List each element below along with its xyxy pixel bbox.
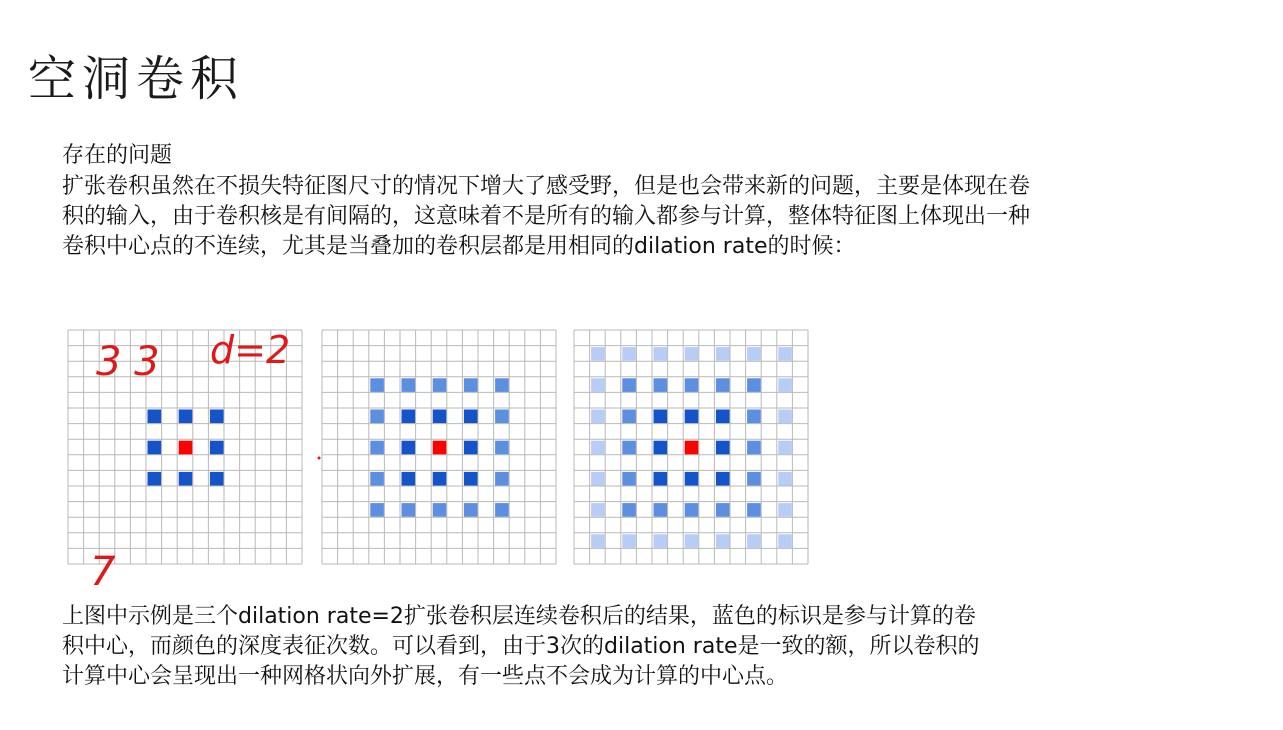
kernel-cell	[622, 441, 636, 455]
problem-line-1: 扩张卷积虽然在不损失特征图尺寸的情况下增大了感受野，但是也会带来新的问题，主要是体现在卷	[62, 174, 1031, 199]
kernel-cell	[778, 378, 792, 392]
kernel-cell	[464, 378, 478, 392]
kernel-cell	[591, 378, 605, 392]
kernel-cell	[591, 534, 605, 548]
kernel-cell	[685, 472, 699, 486]
kernel-cell	[747, 347, 761, 361]
kernel-cell	[622, 472, 636, 486]
kernel-cell	[654, 410, 668, 424]
kernel-cell	[778, 347, 792, 361]
problem-line-2: 积的输入，由于卷积核是有间隔的，这意味着不是所有的输入都参与计算，整体特征图上体现出一种	[62, 204, 1031, 229]
kernel-cell	[591, 503, 605, 517]
handwritten-note-kernel-size: 3 3	[96, 339, 160, 385]
kernel-cell	[464, 503, 478, 517]
caption-line-2: 积中心，而颜色的深度表征次数。可以看到，由于3次的dilation rate是一致的额，所以卷积的	[62, 634, 980, 659]
kernel-cell	[654, 534, 668, 548]
kernel-cell	[778, 472, 792, 486]
kernel-cell	[622, 503, 636, 517]
kernel-cell	[716, 503, 730, 517]
kernel-cell	[591, 347, 605, 361]
kernel-cell	[685, 347, 699, 361]
kernel-cell	[778, 534, 792, 548]
kernel-cell	[685, 378, 699, 392]
kernel-cell	[716, 347, 730, 361]
kernel-cell	[778, 441, 792, 455]
kernel-cell	[370, 378, 384, 392]
kernel-cell	[622, 347, 636, 361]
kernel-cell	[747, 503, 761, 517]
kernel-cell	[654, 378, 668, 392]
kernel-cell	[495, 472, 509, 486]
kernel-cell	[591, 472, 605, 486]
slide-title: 空洞卷积	[28, 51, 245, 107]
kernel-cell	[654, 441, 668, 455]
kernel-cell	[402, 441, 416, 455]
kernel-cell	[685, 410, 699, 424]
kernel-cell	[148, 410, 162, 424]
problem-line-3: 卷积中心点的不连续，尤其是当叠加的卷积层都是用相同的dilation rate的时候：	[62, 234, 856, 259]
kernel-cell	[495, 441, 509, 455]
kernel-cell	[464, 441, 478, 455]
kernel-cell	[433, 410, 447, 424]
kernel-cell	[464, 410, 478, 424]
kernel-cell	[179, 472, 193, 486]
kernel-cell	[370, 503, 384, 517]
kernel-cell	[622, 378, 636, 392]
kernel-cell	[179, 410, 193, 424]
kernel-cell	[685, 534, 699, 548]
kernel-cell	[495, 378, 509, 392]
kernel-cell	[778, 503, 792, 517]
kernel-cell	[622, 534, 636, 548]
kernel-cell	[433, 503, 447, 517]
kernel-cell	[654, 503, 668, 517]
kernel-cell	[464, 472, 478, 486]
kernel-cell	[402, 378, 416, 392]
center-cell	[685, 441, 699, 455]
grid-panel-layer-2	[322, 330, 556, 564]
kernel-cell	[716, 441, 730, 455]
handwritten-note-receptive-field: 7	[90, 549, 116, 595]
kernel-cell	[747, 410, 761, 424]
handwritten-note-dilation: d=2	[210, 328, 291, 372]
kernel-cell	[716, 378, 730, 392]
kernel-cell	[778, 410, 792, 424]
kernel-cell	[495, 503, 509, 517]
kernel-cell	[370, 472, 384, 486]
kernel-cell	[747, 378, 761, 392]
kernel-cell	[370, 410, 384, 424]
kernel-cell	[402, 410, 416, 424]
caption-paragraph	[62, 602, 980, 692]
kernel-cell	[591, 441, 605, 455]
center-cell	[433, 441, 447, 455]
kernel-cell	[654, 347, 668, 361]
kernel-cell	[148, 472, 162, 486]
grid-panel-layer-3	[574, 330, 808, 564]
kernel-cell	[210, 410, 224, 424]
kernel-cell	[716, 410, 730, 424]
kernel-cell	[622, 410, 636, 424]
kernel-cell	[495, 410, 509, 424]
kernel-cell	[148, 441, 162, 455]
kernel-cell	[210, 472, 224, 486]
kernel-cell	[210, 441, 224, 455]
kernel-cell	[747, 472, 761, 486]
kernel-cell	[747, 441, 761, 455]
kernel-cell	[716, 534, 730, 548]
kernel-cell	[433, 472, 447, 486]
kernel-cell	[654, 472, 668, 486]
kernel-cell	[716, 472, 730, 486]
kernel-cell	[591, 410, 605, 424]
section-heading: 存在的问题	[62, 143, 173, 168]
caption-line-1: 上图中示例是三个dilation rate=2扩张卷积层连续卷积后的结果，蓝色的标识是参与计算的卷	[62, 604, 976, 629]
kernel-cell	[402, 472, 416, 486]
kernel-cell	[685, 503, 699, 517]
center-cell	[179, 441, 193, 455]
red-dot-mark	[318, 457, 321, 460]
caption-line-3: 计算中心会呈现出一种网格状向外扩展，有一些点不会成为计算的中心点。	[62, 664, 789, 689]
kernel-cell	[370, 441, 384, 455]
kernel-cell	[402, 503, 416, 517]
kernel-cell	[747, 534, 761, 548]
kernel-cell	[433, 378, 447, 392]
